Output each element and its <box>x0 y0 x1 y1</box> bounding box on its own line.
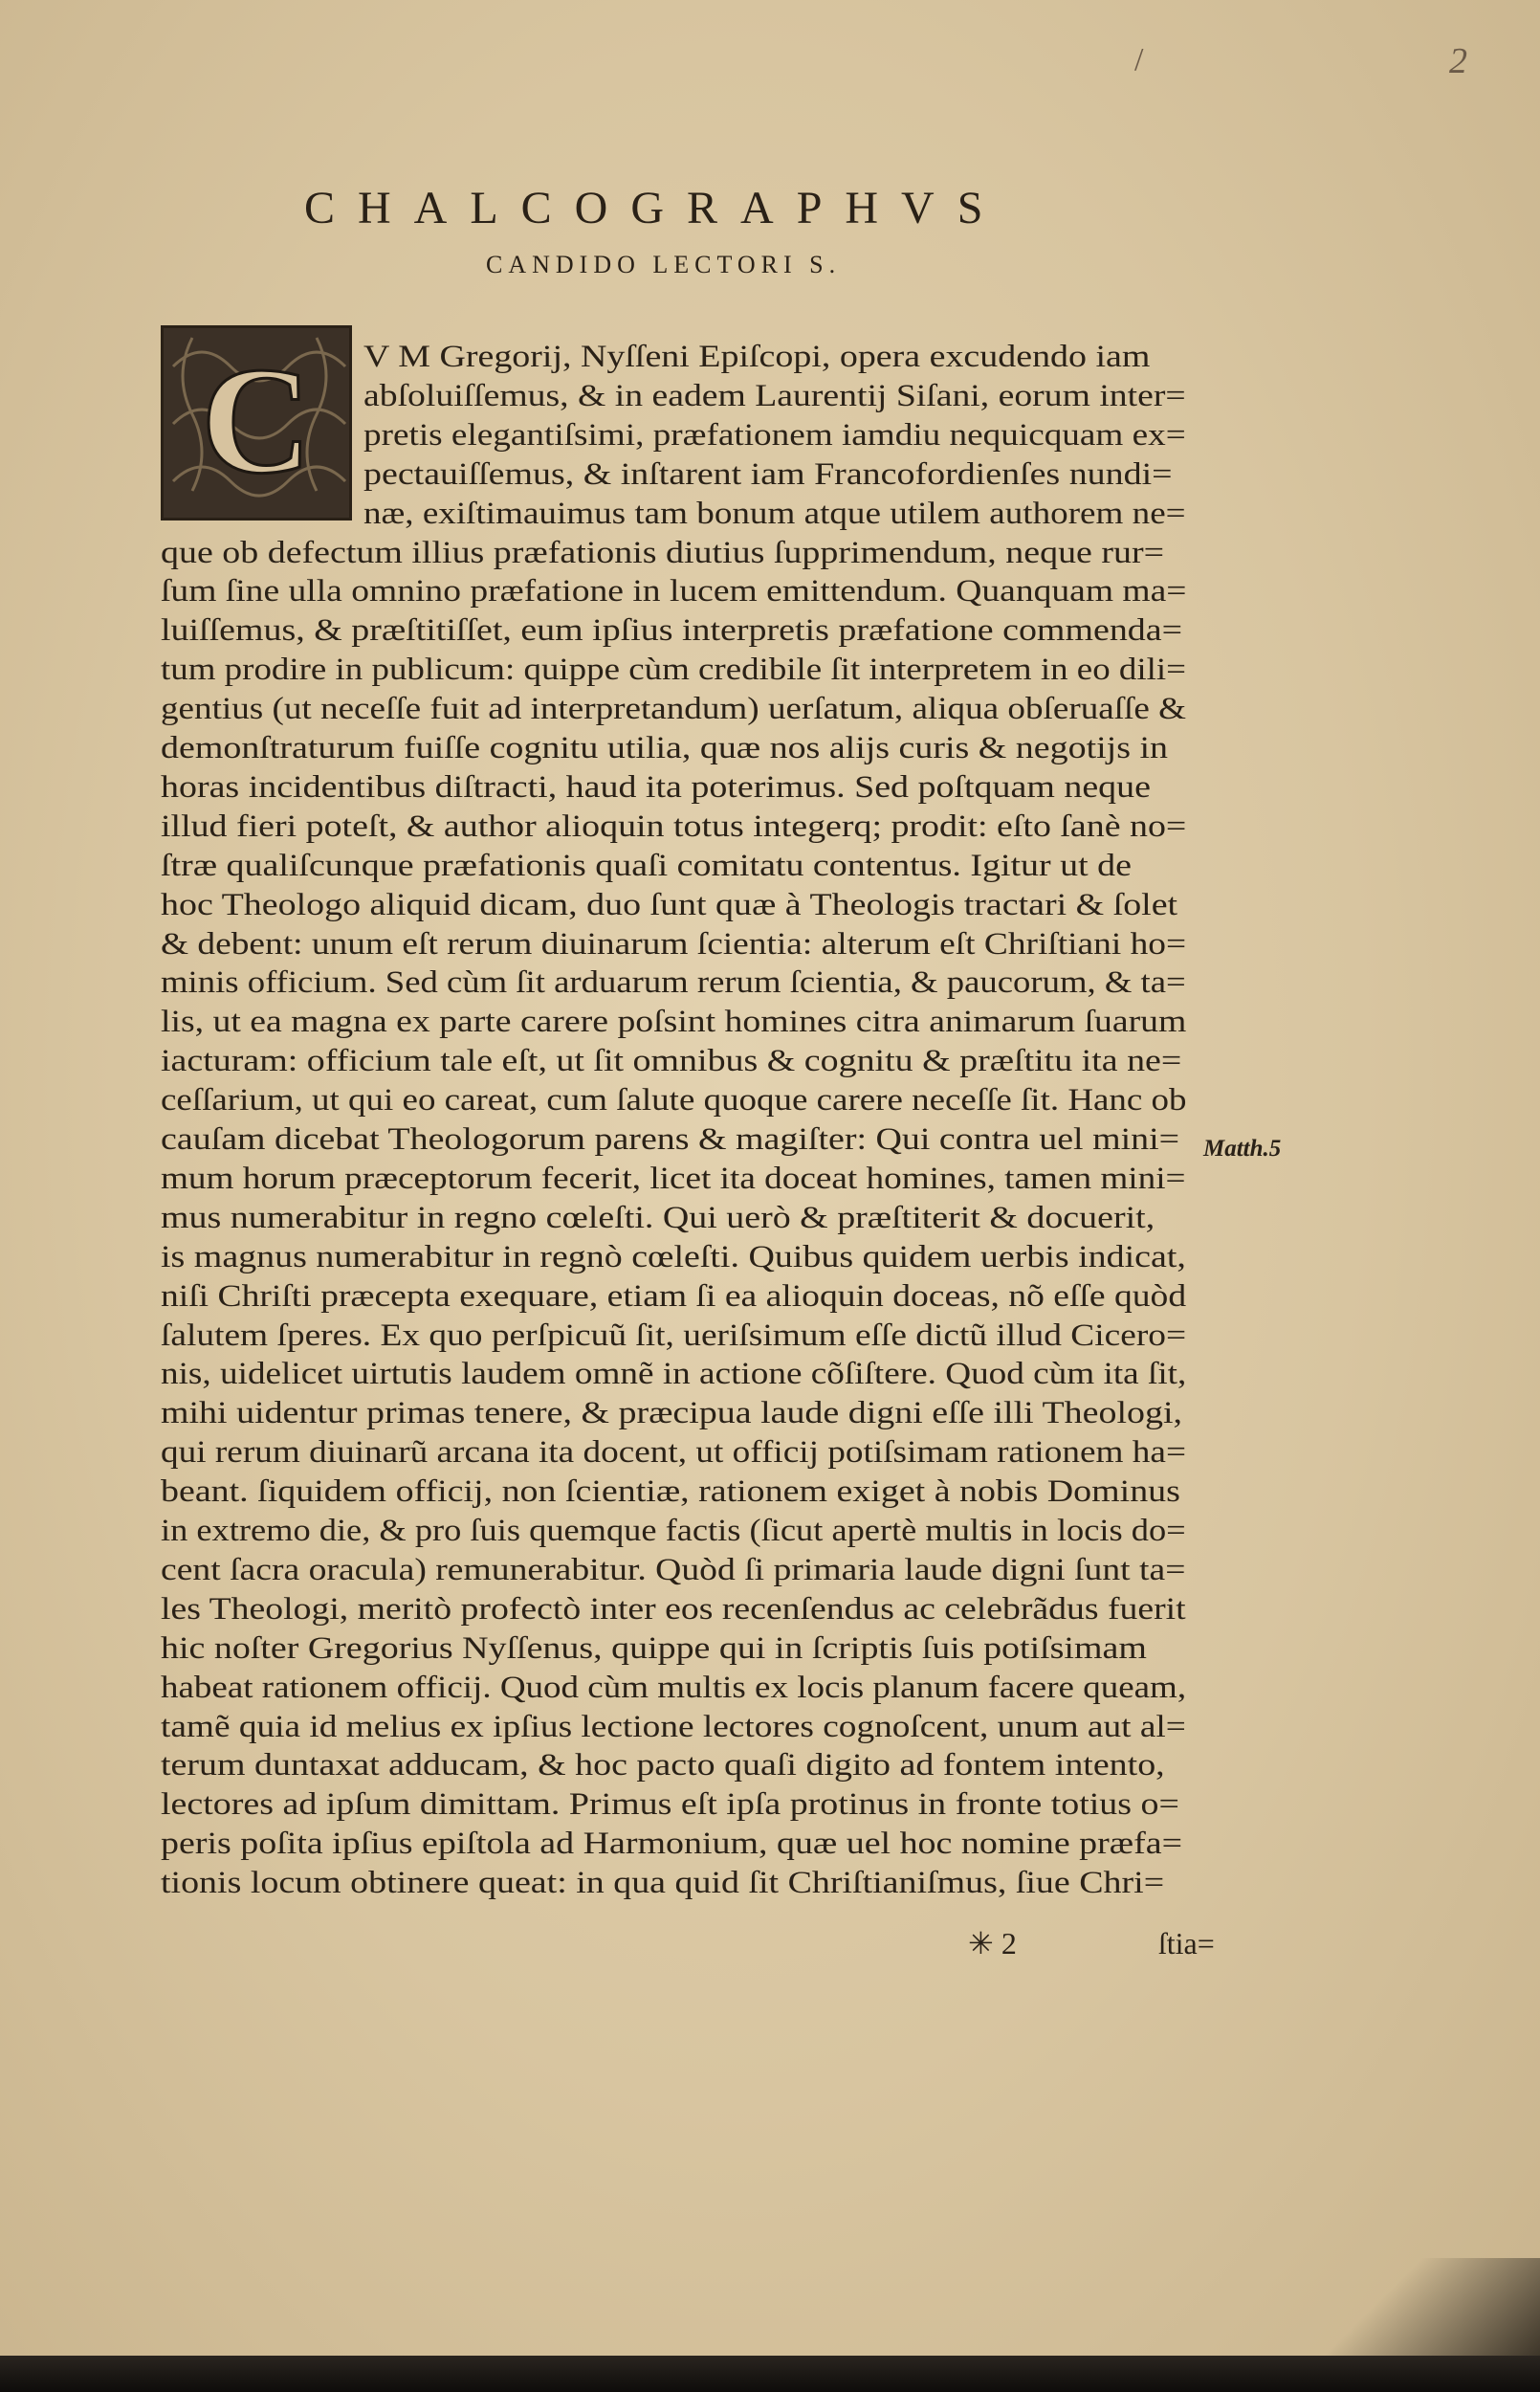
text-line: pectauiſſemus, & inſtarent iam Francofordienſes nundi= <box>363 456 1173 492</box>
decorated-initial-image <box>161 325 352 520</box>
text-line: terum duntaxat adducam, & hoc pacto quaſi digito ad fontem intento, <box>161 1748 1165 1783</box>
text-line: mihi uidentur primas tenere, & præcipua laude digni eſſe illi Theologi, <box>161 1396 1182 1431</box>
text-line: cent ſacra oracula) remunerabitur. Quòd ſi primaria laude digni ſunt ta= <box>161 1552 1186 1587</box>
text-line: is magnus numerabitur in regnò cœleſti. Quibus quidem uerbis indicat, <box>161 1239 1186 1274</box>
text-line: cauſam dicebat Theologorum parens & magiſter: Qui contra uel mini= <box>161 1122 1180 1157</box>
svg-text:C: C <box>201 335 312 505</box>
text-line: les Theologi, meritò profectò inter eos recenſendus ac celebrãdus fuerit <box>161 1591 1186 1627</box>
text-line: ceſſarium, ut qui eo careat, cum ſalute quoque carere neceſſe ſit. Hanc ob <box>161 1083 1187 1118</box>
text-line: que ob defectum illius præfationis diutius ſupprimendum, neque rur= <box>161 535 1165 570</box>
page-footer <box>968 1925 1215 1961</box>
text-line: gentius (ut neceſſe fuit ad interpretandum) uerſatum, aliqua obſeruaſſe & <box>161 692 1186 727</box>
catchword: ſtia= <box>1157 1926 1215 1960</box>
text-line: ſtræ qualiſcunque præfationis quaſi comitatu contentus. Igitur ut de <box>161 848 1132 883</box>
margin-note: Matth.5 <box>1203 1136 1282 1162</box>
text-line: næ, exiſtimauimus tam bonum atque utilem authorem ne= <box>363 496 1186 531</box>
text-line: illud fieri poteſt, & author alioquin totus integerq; prodit: eſto ſanè no= <box>161 808 1187 844</box>
text-line: lis, ut ea magna ex parte carere poſsint homines citra animarum ſuarum <box>161 1005 1187 1040</box>
page-title: CHALCOGRAPHVS <box>304 183 1006 233</box>
text-line: ſalutem ſperes. Ex quo perſpicuũ ſit, ueriſsimum eſſe dictũ illud Cicero= <box>161 1318 1187 1353</box>
text-line: & debent: unum eſt rerum diuinarum ſcientia: alterum eſt Chriſtiani ho= <box>161 926 1187 962</box>
page-subtitle: CANDIDO LECTORI S. <box>486 251 842 278</box>
signature-mark: ✳ 2 <box>968 1926 1017 1960</box>
text-line: minis officium. Sed cùm ſit arduarum rerum ſcientia, & paucorum, & ta= <box>161 965 1186 1001</box>
text-line: demonſtraturum fuiſſe cognitu utilia, quæ nos alijs curis & negotijs in <box>161 731 1168 765</box>
text-line: pretis elegantiſsimi, præfationem iamdiu nequicquam ex= <box>363 417 1186 453</box>
text-line: peris poſita ipſius epiſtola ad Harmonium, quæ uel hoc nomine præfa= <box>161 1827 1183 1862</box>
text-line: ſum ſine ulla omnino præfatione in lucem emittendum. Quanquam ma= <box>161 574 1187 609</box>
text-line: V M Gregorij, Nyſſeni Epiſcopi, opera excudendo iam <box>363 340 1151 374</box>
text-line: in extremo die, & pro ſuis quemque factis (ſicut apertè multis in locis do= <box>161 1514 1186 1548</box>
text-line: tum prodire in publicum: quippe cùm credibile ſit interpretem in eo dili= <box>161 653 1186 688</box>
pencil-mark: / <box>1134 42 1144 78</box>
text-line: nis, uidelicet uirtutis laudem omnẽ in actione cõſiſtere. Quod cùm ita ſit, <box>161 1357 1187 1392</box>
text-line: mus numerabitur in regno cœleſti. Qui uerò & præſtiterit & docuerit, <box>161 1200 1155 1235</box>
text-line: hic noſter Gregorius Nyſſenus, quippe qui in ſcriptis ſuis potiſsimam <box>161 1630 1147 1666</box>
text-line: luiſſemus, & præſtitiſſet, eum ipſius interpretis præfatione commenda= <box>161 613 1183 649</box>
text-line: beant. ſiquidem officij, non ſcientiæ, rationem exiget à nobis Dominus <box>161 1474 1180 1510</box>
text-line: horas incidentibus diſtracti, haud ita poterimus. Sed poſtquam neque <box>161 769 1151 805</box>
text-line: qui rerum diuinarũ arcana ita docent, ut officij potiſsimam rationem ha= <box>161 1435 1186 1471</box>
text-line: hoc Theologo aliquid dicam, duo ſunt quæ à Theologis tractari & ſolet <box>161 887 1178 922</box>
text-line: tionis locum obtinere queat: in qua quid ſit Chriſtianiſmus, ſiue Chri= <box>161 1866 1165 1901</box>
text-line: mum horum præceptorum fecerit, licet ita doceat homines, tamen mini= <box>161 1161 1186 1196</box>
text-line: lectores ad ipſum dimittam. Primus eſt ipſa protinus in fronte totius o= <box>161 1787 1179 1823</box>
ornament-initial-icon <box>164 328 349 518</box>
text-line: tamẽ quia id melius ex ipſius lectione lectores cognoſcent, unum aut al= <box>161 1709 1186 1744</box>
folio-number: 2 <box>1449 41 1467 81</box>
text-line: habeat rationem officij. Quod cùm multis ex locis planum facere queam, <box>161 1670 1187 1705</box>
scan-bottom-band <box>0 2356 1540 2392</box>
text-line: niſi Chriſti præcepta exequare, etiam ſi ea alioquin doceas, nõ eſſe quòd <box>161 1278 1187 1314</box>
text-line: iacturam: officium tale eſt, ut ſit omnibus & cognitu & præſtitu ita ne= <box>161 1044 1182 1079</box>
text-line: abſoluiſſemus, & in eadem Laurentij Siſani, eorum inter= <box>363 378 1186 413</box>
